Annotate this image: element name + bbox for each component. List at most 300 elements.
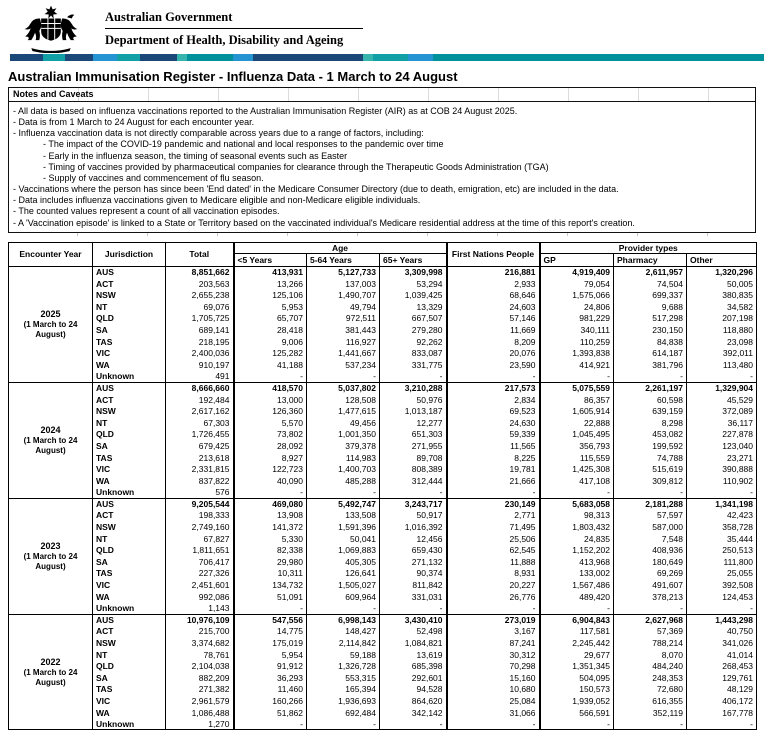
age-5-64-cell: 1,477,615 [307,405,380,417]
first-nations-cell: 70,298 [447,660,540,672]
under-5-cell: 5,954 [234,649,307,661]
other-cell: 250,513 [687,544,757,556]
gp-cell: 115,559 [540,452,614,464]
age-65-plus-cell: 659,430 [380,544,447,556]
jurisdiction-cell: Unknown [93,718,166,730]
total-cell: 576 [166,487,234,499]
age-5-64-cell: 116,927 [307,336,380,348]
other-cell: 35,444 [687,533,757,545]
table-row [9,278,757,290]
age-65-plus-cell: 3,430,410 [380,614,447,626]
other-cell: 41,014 [687,649,757,661]
other-cell: 124,453 [687,591,757,603]
age-65-plus-cell: 50,976 [380,394,447,406]
total-cell: 1,811,651 [166,544,234,556]
first-nations-cell: 2,933 [447,278,540,290]
total-cell: 992,086 [166,591,234,603]
age-65-plus-cell: - [380,487,447,499]
jurisdiction-cell: TAS [93,568,166,580]
age-65-plus-cell: 92,262 [380,336,447,348]
other-cell: 207,198 [687,313,757,325]
col-header-65-plus: 65+ Years [380,253,447,266]
age-5-64-cell: 1,069,883 [307,544,380,556]
gp-cell: 1,575,066 [540,289,614,301]
stripe-segment [65,54,93,61]
col-group-provider-types: Provider types [540,242,757,253]
table-row [9,510,757,522]
age-5-64-cell: - [307,602,380,614]
age-5-64-cell: 165,394 [307,684,380,696]
total-cell: 2,749,160 [166,521,234,533]
pharmacy-cell: - [614,487,687,499]
age-65-plus-cell: 271,132 [380,556,447,568]
first-nations-cell: 26,776 [447,591,540,603]
age-5-64-cell: 1,936,693 [307,695,380,707]
pharmacy-cell: 230,150 [614,324,687,336]
pharmacy-cell: 74,504 [614,278,687,290]
first-nations-cell: 216,881 [447,266,540,278]
age-65-plus-cell: 864,620 [380,695,447,707]
age-5-64-cell: 692,484 [307,707,380,719]
jurisdiction-cell: Unknown [93,487,166,499]
first-nations-cell: 10,680 [447,684,540,696]
age-65-plus-cell: 12,277 [380,417,447,429]
gp-cell: 24,835 [540,533,614,545]
gp-cell: 1,605,914 [540,405,614,417]
under-5-cell: 91,912 [234,660,307,672]
age-5-64-cell: - [307,718,380,730]
pharmacy-cell: 453,082 [614,429,687,441]
jurisdiction-cell: AUS [93,382,166,394]
age-5-64-cell: 114,983 [307,452,380,464]
table-row [9,359,757,371]
first-nations-cell: 25,084 [447,695,540,707]
stripe-segment [10,54,43,61]
total-cell: 679,425 [166,440,234,452]
age-65-plus-cell: 1,016,392 [380,521,447,533]
age-5-64-cell: 381,443 [307,324,380,336]
pharmacy-cell: 7,548 [614,533,687,545]
other-cell: 268,453 [687,660,757,672]
other-cell: 358,728 [687,521,757,533]
age-5-64-cell: 5,127,733 [307,266,380,278]
under-5-cell: 28,092 [234,440,307,452]
under-5-cell: - [234,371,307,383]
age-65-plus-cell: 279,280 [380,324,447,336]
age-5-64-cell: 1,001,350 [307,429,380,441]
total-cell: 1,086,488 [166,707,234,719]
jurisdiction-cell: ACT [93,510,166,522]
table-row [9,371,757,383]
jurisdiction-cell: VIC [93,695,166,707]
under-5-cell: 82,338 [234,544,307,556]
stripe-segment [408,54,433,61]
encounter-year-label: 2024 [40,424,61,435]
under-5-cell: - [234,602,307,614]
pharmacy-cell: 699,337 [614,289,687,301]
total-cell: 2,961,579 [166,695,234,707]
encounter-year-label: 2025 [40,308,61,319]
age-65-plus-cell: 833,087 [380,347,447,359]
under-5-cell: 547,556 [234,614,307,626]
col-header-under-5: <5 Years [234,253,307,266]
total-cell: 2,104,038 [166,660,234,672]
age-65-plus-cell: 3,243,717 [380,498,447,510]
first-nations-cell: - [447,718,540,730]
pharmacy-cell: 515,619 [614,463,687,475]
under-5-cell: 10,311 [234,568,307,580]
jurisdiction-cell: TAS [93,336,166,348]
under-5-cell: - [234,487,307,499]
table-row [9,417,757,429]
pharmacy-cell: 2,181,288 [614,498,687,510]
jurisdiction-cell: NT [93,301,166,313]
total-cell: 2,617,162 [166,405,234,417]
jurisdiction-cell: NT [93,533,166,545]
first-nations-cell: 23,590 [447,359,540,371]
col-header-encounter-year: Encounter Year [19,249,82,260]
jurisdiction-cell: VIC [93,463,166,475]
jurisdiction-cell: AUS [93,266,166,278]
pharmacy-cell: 248,353 [614,672,687,684]
jurisdiction-cell: WA [93,707,166,719]
jurisdiction-cell: ACT [93,626,166,638]
table-row [9,533,757,545]
age-65-plus-cell: 331,775 [380,359,447,371]
age-5-64-cell: 1,490,707 [307,289,380,301]
first-nations-cell: 57,146 [447,313,540,325]
gp-cell: 86,357 [540,394,614,406]
pharmacy-cell: 60,598 [614,394,687,406]
pharmacy-cell: 484,240 [614,660,687,672]
col-group-age: Age [234,242,447,253]
first-nations-cell: 2,771 [447,510,540,522]
gp-cell: 79,054 [540,278,614,290]
age-5-64-cell: 1,326,728 [307,660,380,672]
table-row [9,672,757,684]
age-5-64-cell: 59,188 [307,649,380,661]
total-cell: 837,822 [166,475,234,487]
pharmacy-cell: 352,119 [614,707,687,719]
table-row [9,614,757,626]
age-65-plus-cell: 271,955 [380,440,447,452]
under-5-cell: 141,372 [234,521,307,533]
jurisdiction-cell: ACT [93,394,166,406]
col-header-other: Other [687,253,757,266]
gp-cell: 117,581 [540,626,614,638]
first-nations-cell: - [447,487,540,499]
first-nations-cell: 8,209 [447,336,540,348]
age-65-plus-cell: 1,013,187 [380,405,447,417]
under-5-cell: 28,418 [234,324,307,336]
encounter-period-label: (1 March to 24 August) [23,551,78,571]
first-nations-cell: 20,227 [447,579,540,591]
table-row [9,695,757,707]
first-nations-cell: 25,506 [447,533,540,545]
table-row [9,591,757,603]
pharmacy-cell: 381,796 [614,359,687,371]
total-cell: 2,400,036 [166,347,234,359]
table-row [9,637,757,649]
age-65-plus-cell: 1,039,425 [380,289,447,301]
pharmacy-cell: 491,607 [614,579,687,591]
pharmacy-cell: 57,597 [614,510,687,522]
age-65-plus-cell: 808,389 [380,463,447,475]
col-header-jurisdiction: Jurisdiction [93,242,166,266]
pharmacy-cell: 74,788 [614,452,687,464]
gp-cell: 1,393,838 [540,347,614,359]
age-65-plus-cell: 811,842 [380,579,447,591]
pharmacy-cell: 72,680 [614,684,687,696]
encounter-year-cell [9,498,93,614]
under-5-cell: 418,570 [234,382,307,394]
gp-cell: 29,677 [540,649,614,661]
first-nations-cell: 87,241 [447,637,540,649]
age-65-plus-cell: - [380,718,447,730]
gp-cell: 150,573 [540,684,614,696]
age-5-64-cell: 553,315 [307,672,380,684]
under-5-cell: 126,360 [234,405,307,417]
first-nations-cell: 20,076 [447,347,540,359]
table-row [9,498,757,510]
gp-cell: 2,245,442 [540,637,614,649]
jurisdiction-cell: NSW [93,289,166,301]
first-nations-cell: 8,225 [447,452,540,464]
table-row [9,475,757,487]
other-cell: 1,341,198 [687,498,757,510]
age-65-plus-cell: - [380,602,447,614]
gp-cell: - [540,371,614,383]
other-cell: 390,888 [687,463,757,475]
note-item: - The counted values represent a count of all vaccination episodes. [13,206,280,217]
table-row [9,405,757,417]
encounter-year-cell [9,614,93,730]
table-row [9,718,757,730]
table-row [9,684,757,696]
note-item: - All data is based on influenza vaccinations reported to the Australian Immunisation Register (AIR) as at COB 24 August 2025. [13,106,518,116]
gp-cell: 24,806 [540,301,614,313]
jurisdiction-cell: Unknown [93,602,166,614]
page-title: Australian Immunisation Register - Influenza Data - 1 March to 24 August [8,69,458,84]
total-cell: 3,374,682 [166,637,234,649]
stripe-segment [253,54,363,61]
other-cell: 392,011 [687,347,757,359]
stripe-segment [233,54,253,61]
other-cell: 392,508 [687,579,757,591]
jurisdiction-cell: AUS [93,614,166,626]
gp-cell: 489,420 [540,591,614,603]
jurisdiction-cell: Unknown [93,371,166,383]
note-item: - Timing of vaccines provided by pharmaceutical companies for clearance through the Therapeutic Goods Administration (TGA) [43,161,549,172]
pharmacy-cell: 199,592 [614,440,687,452]
gp-cell: 4,919,409 [540,266,614,278]
pharmacy-cell: 180,649 [614,556,687,568]
note-item: - A 'Vaccination episode' is linked to a State or Territory based on the vaccinated individual's Medicare residential address at the time of this report's creation. [13,217,635,228]
jurisdiction-cell: WA [93,359,166,371]
table-row [9,336,757,348]
gp-cell: 1,351,345 [540,660,614,672]
age-65-plus-cell: 1,084,821 [380,637,447,649]
pharmacy-cell: 57,369 [614,626,687,638]
stripe-segment [177,54,187,61]
age-5-64-cell: 1,400,703 [307,463,380,475]
under-5-cell: 13,000 [234,394,307,406]
total-cell: 215,700 [166,626,234,638]
stripe-segment [187,54,233,61]
jurisdiction-cell: NSW [93,405,166,417]
under-5-cell: 51,862 [234,707,307,719]
encounter-period-label: (1 March to 24 August) [23,667,78,687]
age-65-plus-cell: 53,294 [380,278,447,290]
under-5-cell: 125,106 [234,289,307,301]
age-65-plus-cell: - [380,371,447,383]
pharmacy-cell: 616,355 [614,695,687,707]
pharmacy-cell: 8,070 [614,649,687,661]
stripe-segment [373,54,408,61]
pharmacy-cell: 408,936 [614,544,687,556]
table-row [9,544,757,556]
under-5-cell: - [234,718,307,730]
total-cell: 67,827 [166,533,234,545]
jurisdiction-cell: TAS [93,452,166,464]
total-cell: 2,331,815 [166,463,234,475]
col-header-gp: GP [540,253,614,266]
gp-cell: - [540,487,614,499]
age-5-64-cell: 137,003 [307,278,380,290]
first-nations-cell: 30,312 [447,649,540,661]
total-cell: 203,563 [166,278,234,290]
total-cell: 271,382 [166,684,234,696]
note-item: - Vaccinations where the person has since been 'End dated' in the Medicare Consumer Directory (due to death, emigration, etc) are included in the data. [13,184,619,195]
total-cell: 1,705,725 [166,313,234,325]
table-row [9,429,757,441]
table-row [9,301,757,313]
table-row [9,707,757,719]
under-5-cell: 122,723 [234,463,307,475]
under-5-cell: 125,282 [234,347,307,359]
age-65-plus-cell: 89,708 [380,452,447,464]
total-cell: 218,195 [166,336,234,348]
gp-cell: 413,968 [540,556,614,568]
encounter-period-label: (1 March to 24 August) [23,435,78,455]
under-5-cell: 41,188 [234,359,307,371]
notes-panel [8,87,756,233]
other-cell: 42,423 [687,510,757,522]
under-5-cell: 469,080 [234,498,307,510]
table-row [9,266,757,278]
age-5-64-cell: 1,441,667 [307,347,380,359]
jurisdiction-cell: SA [93,556,166,568]
first-nations-cell: 24,603 [447,301,540,313]
first-nations-cell: 11,565 [447,440,540,452]
under-5-cell: 14,775 [234,626,307,638]
other-cell: - [687,371,757,383]
age-5-64-cell: - [307,487,380,499]
gp-cell: 1,567,486 [540,579,614,591]
table-row [9,660,757,672]
col-header-total: Total [166,242,234,266]
first-nations-cell: - [447,371,540,383]
pharmacy-cell: 9,688 [614,301,687,313]
age-65-plus-cell: 685,398 [380,660,447,672]
total-cell: 69,076 [166,301,234,313]
total-cell: 8,851,662 [166,266,234,278]
spreadsheet-gridline-ticks [8,233,756,236]
age-5-64-cell: 6,998,143 [307,614,380,626]
under-5-cell: 11,460 [234,684,307,696]
age-65-plus-cell: 331,031 [380,591,447,603]
gp-cell: 414,921 [540,359,614,371]
other-cell: 341,026 [687,637,757,649]
jurisdiction-cell: NSW [93,637,166,649]
pharmacy-cell: 2,261,197 [614,382,687,394]
encounter-year-label: 2023 [40,540,61,551]
table-row [9,626,757,638]
pharmacy-cell: 8,298 [614,417,687,429]
first-nations-cell: 59,339 [447,429,540,441]
age-65-plus-cell: 3,309,998 [380,266,447,278]
other-cell: - [687,602,757,614]
gp-cell: 356,793 [540,440,614,452]
age-5-64-cell: 1,505,027 [307,579,380,591]
age-65-plus-cell: 94,528 [380,684,447,696]
total-cell: 10,976,109 [166,614,234,626]
stripe-segment [43,54,65,61]
under-5-cell: 8,927 [234,452,307,464]
total-cell: 1,143 [166,602,234,614]
notes-list [9,102,755,232]
age-5-64-cell: 485,288 [307,475,380,487]
jurisdiction-cell: NT [93,649,166,661]
table-row [9,487,757,499]
total-cell: 1,270 [166,718,234,730]
first-nations-cell: 62,545 [447,544,540,556]
jurisdiction-cell: QLD [93,660,166,672]
under-5-cell: 5,953 [234,301,307,313]
age-5-64-cell: 49,794 [307,301,380,313]
other-cell: 118,880 [687,324,757,336]
other-cell: 36,117 [687,417,757,429]
total-cell: 213,618 [166,452,234,464]
total-cell: 198,333 [166,510,234,522]
age-5-64-cell: 50,041 [307,533,380,545]
other-cell: 1,320,296 [687,266,757,278]
age-5-64-cell: 609,964 [307,591,380,603]
age-65-plus-cell: 342,142 [380,707,447,719]
note-item: - Data includes influenza vaccinations given to Medicare eligible and non-Medicare eligible individuals. [13,195,421,206]
total-cell: 491 [166,371,234,383]
first-nations-cell: 71,495 [447,521,540,533]
gp-cell: 1,045,495 [540,429,614,441]
pharmacy-cell: 69,269 [614,568,687,580]
under-5-cell: 5,330 [234,533,307,545]
first-nations-cell: 21,666 [447,475,540,487]
other-cell: 45,529 [687,394,757,406]
gp-cell: 22,888 [540,417,614,429]
gp-cell: 1,939,052 [540,695,614,707]
jurisdiction-cell: VIC [93,347,166,359]
jurisdiction-cell: QLD [93,313,166,325]
other-cell: 129,761 [687,672,757,684]
first-nations-cell: 19,781 [447,463,540,475]
total-cell: 2,655,238 [166,289,234,301]
under-5-cell: 5,570 [234,417,307,429]
under-5-cell: 65,707 [234,313,307,325]
table-row [9,521,757,533]
first-nations-cell: 69,523 [447,405,540,417]
jurisdiction-cell: WA [93,591,166,603]
table-row [9,452,757,464]
